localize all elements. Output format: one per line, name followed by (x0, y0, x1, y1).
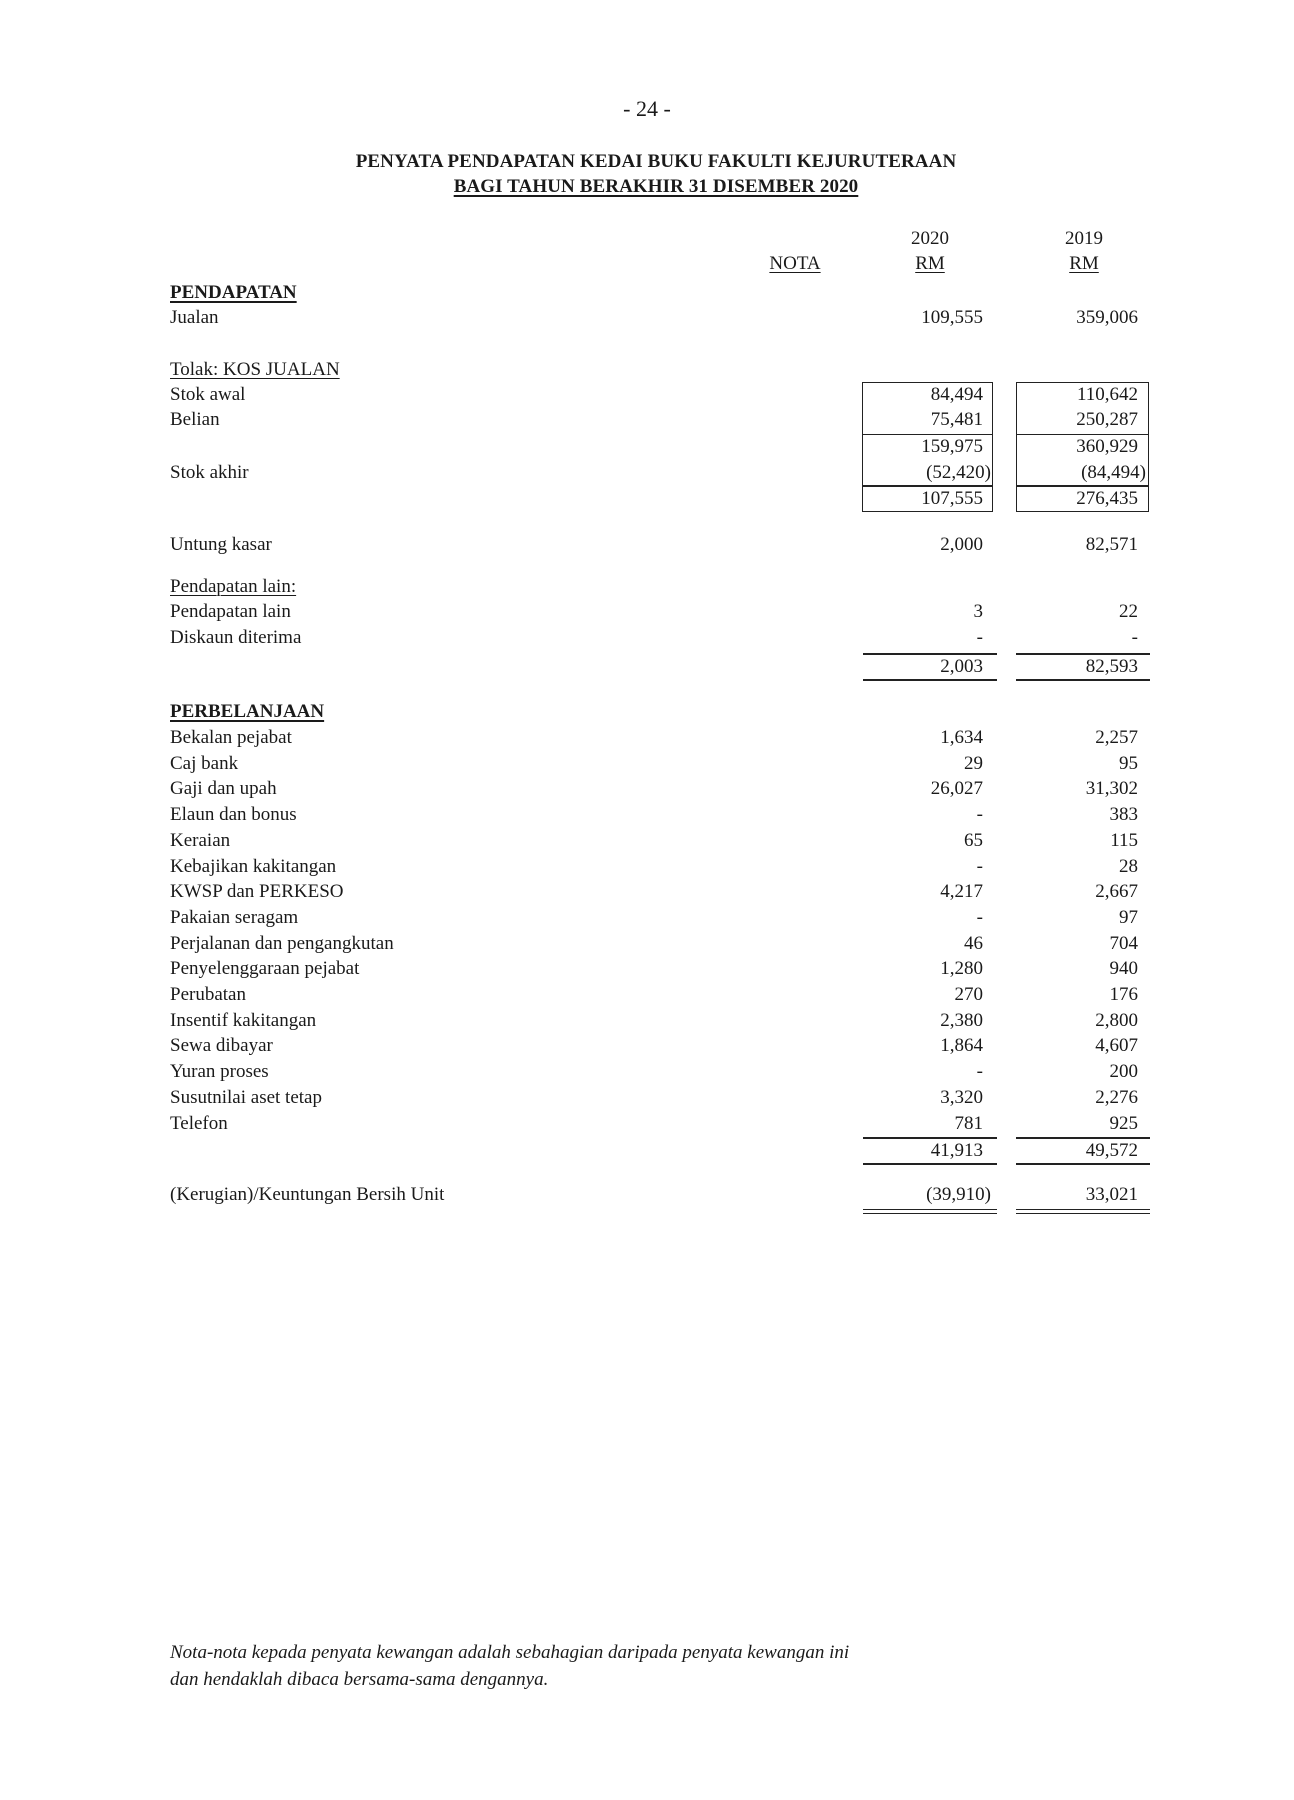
value-expense-2019: 2,257 (1095, 727, 1138, 748)
row-label-expense: Bekalan pejabat (170, 727, 292, 748)
value-expense-2019: 200 (1109, 1061, 1138, 1083)
value-expense-2020: 781 (954, 1112, 983, 1134)
value-expense-2019: 115 (1110, 829, 1138, 851)
row-label-expense: Gaji dan upah (170, 778, 277, 800)
value-pendapatan-total-2020: 2,003 (940, 656, 983, 677)
row-label-expense: Caj bank (170, 752, 239, 774)
row-label-stok-awal: Stok awal (170, 384, 246, 405)
divider (863, 679, 997, 681)
value-belian-2019: 250,287 (1076, 409, 1138, 430)
value-expense-2019: 31,302 (1085, 778, 1138, 800)
row-label-stok-akhir: Stok akhir (170, 462, 249, 483)
row-label-expense: Susutnilai aset tetap (170, 1086, 322, 1108)
row-label-pendapatan-lain: Pendapatan lain (170, 601, 291, 622)
row-label-expense: Telefon (170, 1112, 228, 1134)
value-pendapatan-total-2019: 82,593 (1085, 656, 1138, 677)
value-diskaun-diterima-2019: - (1131, 627, 1138, 648)
value-expense-2020: 26,027 (930, 778, 983, 800)
divider (863, 1163, 997, 1165)
value-jualan-2019: 359,006 (1076, 307, 1138, 328)
value-expense-2019: 28 (1119, 855, 1138, 877)
row-label-expense: Pakaian seragam (170, 906, 299, 928)
value-kos-total-2019: 276,435 (1076, 488, 1138, 509)
row-label-expense: Kebajikan kakitangan (170, 855, 337, 877)
section-heading-kos-jualan-text: Tolak: KOS JUALAN (170, 359, 340, 380)
value-expense-2019: 2,800 (1095, 1009, 1138, 1031)
footnote-line-2: dan hendaklah dibaca bersama-sama dengannya. (170, 1669, 549, 1690)
column-currency-2019 (1044, 253, 1124, 275)
value-jualan-2020: 109,555 (921, 307, 983, 328)
row-label-jualan: Jualan (170, 307, 219, 328)
statement-subtitle-text: BAGI TAHUN BERAKHIR 31 DISEMBER 2020 (453, 176, 859, 197)
divider (1016, 679, 1150, 681)
divider (1016, 1163, 1150, 1165)
footnote-line-1: Nota-nota kepada penyata kewangan adalah sebahagian daripada penyata kewangan ini (170, 1642, 850, 1663)
value-kos-subtotal-2020: 159,975 (921, 436, 983, 457)
value-stok-akhir-2020: (52,420) (926, 462, 991, 483)
value-expense-2020: 270 (954, 984, 983, 1005)
value-expense-2020: 2,380 (940, 1009, 983, 1031)
value-expense-2020: - (976, 804, 983, 826)
value-expense-2020: 46 (964, 932, 983, 954)
value-untung-kasar-2020: 2,000 (940, 534, 983, 555)
value-expense-2020: - (976, 855, 983, 877)
row-label-expense: Elaun dan bonus (170, 804, 297, 826)
value-expense-2019: 2,667 (1095, 881, 1138, 903)
value-expense-2020: 1,634 (940, 727, 983, 748)
value-expense-2019: 176 (1109, 984, 1138, 1005)
section-heading-pendapatan-lain (170, 575, 296, 599)
row-label-expense: Perjalanan dan pengangkutan (170, 932, 394, 954)
statement-subtitle (0, 176, 1294, 198)
section-heading-pendapatan-text: PENDAPATAN (170, 282, 297, 303)
value-expense-2020: - (976, 1061, 983, 1083)
value-expense-2019: 95 (1119, 752, 1138, 774)
row-label-expense: Penyelenggaraan pejabat (170, 958, 360, 980)
row-label-expense: Sewa dibayar (170, 1035, 273, 1057)
double-underline (863, 1209, 997, 1214)
row-label-expense: Keraian (170, 829, 231, 851)
section-heading-perbelanjaan (170, 700, 324, 724)
column-nota-label: NOTA (769, 253, 821, 274)
value-pendapatan-lain-2020: 3 (973, 601, 983, 622)
value-stok-awal-2020: 84,494 (930, 384, 983, 405)
value-expense-2019: 4,607 (1095, 1035, 1138, 1057)
value-untung-kasar-2019: 82,571 (1085, 534, 1138, 555)
value-keuntungan-bersih-2019: 33,021 (1085, 1184, 1138, 1205)
section-heading-kos-jualan (170, 358, 340, 382)
value-expense-2020: 4,217 (940, 881, 983, 903)
column-year-2019: 2019 (1065, 228, 1103, 249)
value-expense-2020: 3,320 (940, 1086, 983, 1108)
section-heading-pendapatan (170, 281, 297, 305)
row-label-expense: KWSP dan PERKESO (170, 881, 344, 903)
value-belian-2020: 75,481 (930, 409, 983, 430)
value-keuntungan-bersih-2020: (39,910) (926, 1184, 991, 1205)
row-label-expense: Yuran proses (170, 1061, 269, 1083)
column-currency-2019-label: RM (1069, 253, 1099, 274)
row-label-diskaun-diterima: Diskaun diterima (170, 627, 302, 648)
value-stok-awal-2019: 110,642 (1076, 384, 1138, 405)
value-expense-2019: 940 (1109, 958, 1138, 980)
value-expense-2019: 383 (1109, 804, 1138, 826)
value-perbelanjaan-total-2019: 49,572 (1085, 1140, 1138, 1161)
value-perbelanjaan-total-2020: 41,913 (930, 1140, 983, 1161)
column-currency-2020-label: RM (915, 253, 945, 274)
section-heading-pendapatan-lain-text: Pendapatan lain: (170, 576, 297, 597)
column-nota (755, 253, 835, 275)
value-expense-2020: 29 (964, 752, 983, 774)
row-label-keuntungan-bersih: (Kerugian)/Keuntungan Bersih Unit (170, 1184, 445, 1205)
row-label-expense: Insentif kakitangan (170, 1009, 317, 1031)
column-year-2020: 2020 (911, 228, 949, 249)
page-number: - 24 - (623, 96, 671, 121)
value-kos-total-2020: 107,555 (921, 488, 983, 509)
column-currency-2020 (890, 253, 970, 275)
row-label-belian: Belian (170, 409, 220, 430)
value-diskaun-diterima-2020: - (976, 627, 983, 648)
row-label-untung-kasar: Untung kasar (170, 534, 272, 555)
value-expense-2020: 1,864 (940, 1035, 983, 1057)
row-label-expense: Perubatan (170, 984, 246, 1005)
value-expense-2019: 97 (1119, 906, 1138, 928)
statement-title: PENYATA PENDAPATAN KEDAI BUKU FAKULTI KEJURUTERAAN (355, 151, 957, 172)
value-expense-2019: 2,276 (1095, 1086, 1138, 1108)
section-heading-perbelanjaan-text: PERBELANJAAN (170, 701, 325, 722)
value-expense-2019: 925 (1109, 1112, 1138, 1134)
value-expense-2019: 704 (1109, 932, 1138, 954)
value-expense-2020: 1,280 (940, 958, 983, 980)
value-expense-2020: - (976, 906, 983, 928)
value-expense-2020: 65 (964, 829, 983, 851)
double-underline (1016, 1209, 1150, 1214)
value-pendapatan-lain-2019: 22 (1119, 601, 1138, 622)
value-kos-subtotal-2019: 360,929 (1076, 436, 1138, 457)
value-stok-akhir-2019: (84,494) (1081, 462, 1146, 483)
